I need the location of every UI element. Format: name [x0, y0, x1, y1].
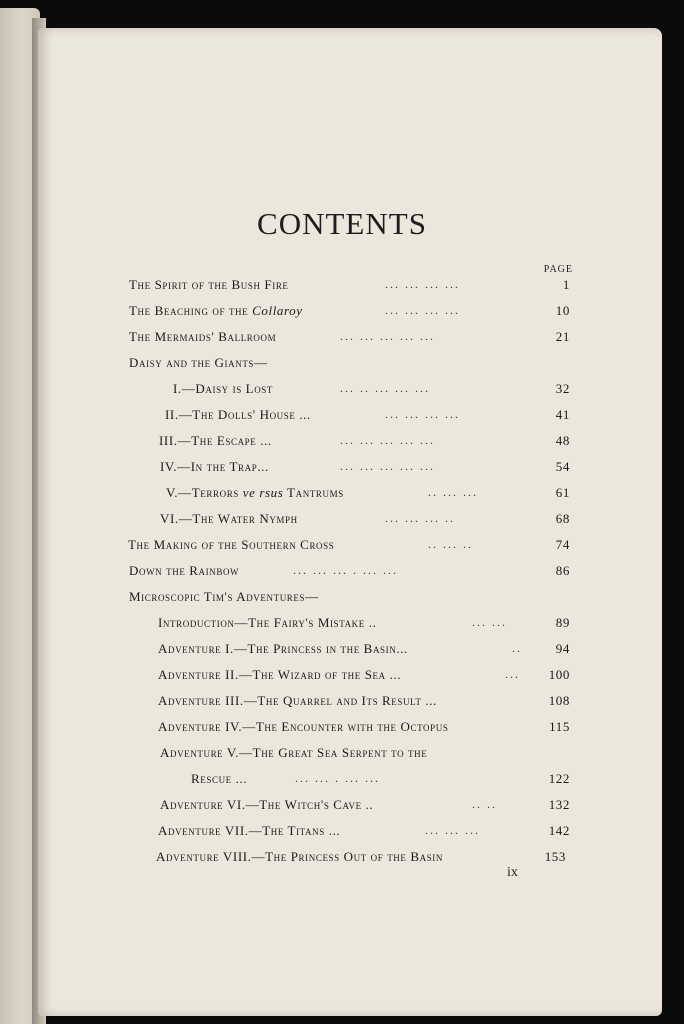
toc-entry-title: II.—The Dolls' House ...: [165, 407, 311, 422]
toc-page-number: 21: [555, 329, 570, 344]
toc-leader-dots: ... ... ... ... ...: [340, 433, 435, 447]
toc-entry-title: Introduction—The Fairy's Mistake ..: [158, 615, 377, 630]
toc-entry: [0, 303, 684, 327]
toc-entry: [0, 407, 684, 431]
toc-entry-title: The Mermaids' Ballroom: [129, 329, 277, 344]
page-column-label: PAGE: [543, 264, 573, 275]
toc-section-heading: [0, 355, 684, 379]
toc-entry-title: Down the Rainbow: [129, 563, 240, 578]
toc-entry: [0, 433, 684, 457]
toc-leader-dots: ... ... ... ..: [385, 511, 455, 525]
toc-page-number: 86: [555, 563, 570, 578]
toc-page-number: 32: [555, 381, 570, 396]
toc-entry: [0, 667, 684, 691]
contents-heading: CONTENTS: [257, 206, 427, 241]
toc-page-number: 41: [555, 407, 570, 422]
toc-entry: [0, 823, 684, 847]
toc-page-number: 100: [548, 667, 570, 682]
toc-entry: [0, 459, 684, 483]
toc-entry-title-text: V.—Terrors: [166, 485, 243, 500]
toc-page-number: 142: [548, 823, 570, 838]
toc-page-number: 48: [555, 433, 570, 448]
toc-entry-title: [166, 485, 344, 501]
toc-entry-title: Adventure V.—The Great Sea Serpent to the: [160, 745, 428, 760]
toc-entry-title: Adventure II.—The Wizard of the Sea ...: [158, 667, 402, 682]
toc-leader-dots: .. ... ..: [428, 537, 473, 551]
toc-entry: [0, 329, 684, 353]
toc-entry: [0, 563, 684, 587]
toc-entry-title: [129, 303, 303, 319]
toc-entry: [0, 277, 684, 301]
toc-leader-dots: ... ... ... ...: [385, 277, 460, 291]
toc-leader-dots: ... ... ...: [425, 823, 480, 837]
toc-entry: [0, 771, 684, 795]
toc-entry-title-text: Tantrums: [283, 485, 344, 500]
toc-leader-dots: .. ... ...: [428, 485, 478, 499]
toc-leader-dots: ..: [512, 641, 522, 655]
page-folio: ix: [507, 865, 518, 880]
toc-entry: [0, 485, 684, 509]
toc-entry-title: Adventure VI.—The Witch's Cave ..: [160, 797, 374, 812]
toc-page-number: 89: [555, 615, 570, 630]
toc-entry-title: Adventure VII.—The Titans ...: [158, 823, 341, 838]
toc-page-number: 153: [544, 849, 566, 864]
toc-leader-dots: ... ... ... ... ...: [340, 459, 435, 473]
toc-entry-title: The Spirit of the Bush Fire: [129, 277, 289, 292]
toc-leader-dots: ... ... ... . ... ...: [293, 563, 398, 577]
toc-page-number: 10: [555, 303, 570, 318]
toc-entry: [0, 511, 684, 535]
toc-entry-title: Adventure VIII.—The Princess Out of the Basin: [156, 849, 444, 864]
toc-page-number: 1: [562, 277, 570, 292]
toc-entry: [0, 719, 684, 743]
toc-entry-title: The Making of the Southern Cross: [128, 537, 335, 552]
toc-page-number: 122: [548, 771, 570, 786]
toc-entry-title: Adventure I.—The Princess in the Basin...: [158, 641, 408, 656]
toc-entry: [0, 381, 684, 405]
toc-entry: [0, 693, 684, 717]
toc-page-number: 132: [548, 797, 570, 812]
toc-page-number: 54: [555, 459, 570, 474]
toc-entry-title: III.—The Escape ...: [159, 433, 272, 448]
toc-leader-dots: ... ...: [472, 615, 507, 629]
toc-leader-dots: ... ... ... ...: [385, 303, 460, 317]
toc-section-heading: [0, 589, 684, 613]
toc-page-number: 108: [548, 693, 570, 708]
toc-entry: [0, 537, 684, 561]
toc-leader-dots: ... ... . ... ...: [295, 771, 380, 785]
toc-page-number: 74: [555, 537, 570, 552]
toc-entry-title: I.—Daisy is Lost: [173, 381, 274, 396]
toc-leader-dots: .. ..: [472, 797, 497, 811]
toc-entry: [0, 641, 684, 665]
toc-entry-title: Rescue ...: [191, 771, 248, 786]
toc-entry-title: Adventure IV.—The Encounter with the Octopus: [158, 719, 449, 734]
toc-leader-dots: ... .. ... ... ...: [340, 381, 430, 395]
toc-entry-title: Adventure III.—The Quarrel and Its Result ...: [158, 693, 437, 708]
toc-page-number: 68: [555, 511, 570, 526]
toc-entry-title-italic: Collaroy: [252, 303, 303, 318]
toc-leader-dots: ... ... ... ... ...: [340, 329, 435, 343]
toc-page-number: 115: [549, 719, 570, 734]
toc-entry-title-italic: ve rsus: [242, 485, 284, 500]
toc-entry: [0, 745, 684, 769]
toc-entry-title-text: The Beaching of the: [129, 303, 253, 318]
toc-entry: [0, 797, 684, 821]
toc-entry-title: Daisy and the Giants—: [129, 355, 268, 370]
toc-entry-title: IV.—In the Trap...: [160, 459, 269, 474]
toc-leader-dots: ...: [505, 667, 520, 681]
toc-entry: [0, 615, 684, 639]
toc-page-number: 94: [555, 641, 570, 656]
toc-entry-title: Microscopic Tim's Adventures—: [129, 589, 319, 604]
toc-entry-title: VI.—The Water Nymph: [160, 511, 298, 526]
toc-entry: [0, 849, 684, 873]
toc-leader-dots: ... ... ... ...: [385, 407, 460, 421]
toc-page-number: 61: [555, 485, 570, 500]
